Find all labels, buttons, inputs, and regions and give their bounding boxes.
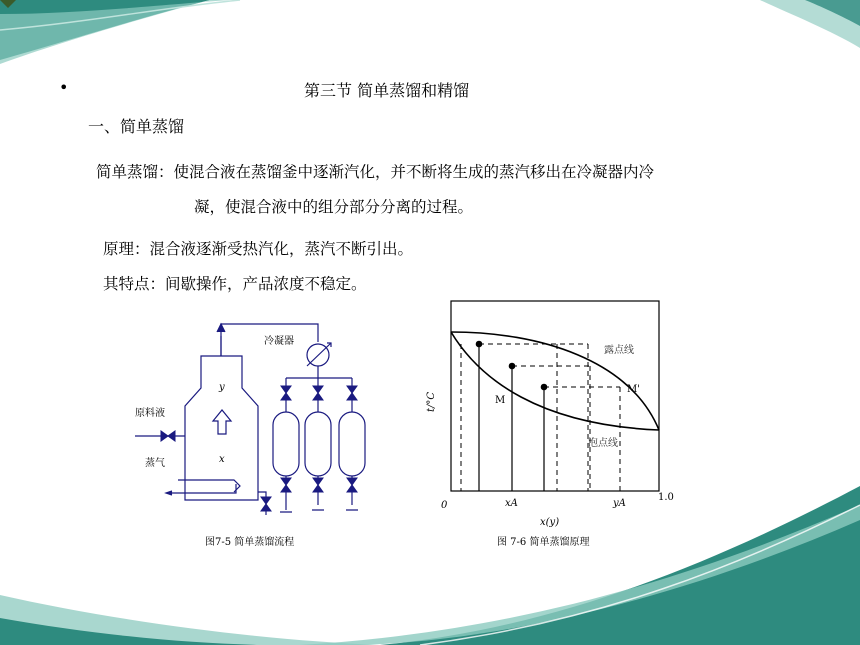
principle-text: 原理：混合液逐渐受热汽化，蒸汽不断引出。 bbox=[103, 240, 414, 258]
bubble-line-label: 泡点线 bbox=[588, 438, 618, 449]
vapor-y-label: y bbox=[219, 382, 225, 393]
point-m-prime-label: M' bbox=[627, 384, 640, 395]
x-axis-label: x(y) bbox=[540, 517, 560, 528]
point-m-label: M bbox=[495, 395, 506, 406]
steam-label: 蒸气 bbox=[145, 458, 165, 469]
x-end-label: 1.0 bbox=[658, 492, 674, 503]
bullet: • bbox=[59, 78, 69, 97]
origin-label: 0 bbox=[441, 500, 448, 511]
xa-label: xA bbox=[505, 498, 518, 509]
figure-7-5-caption: 图7-5 简单蒸馏流程 bbox=[205, 537, 295, 548]
feed-label: 原料液 bbox=[135, 408, 165, 419]
section-heading: 一、简单蒸馏 bbox=[88, 117, 185, 136]
liquid-x-label: x bbox=[219, 454, 225, 465]
dew-line-label: 露点线 bbox=[604, 345, 634, 356]
page-title: 第三节 简单蒸馏和精馏 bbox=[304, 81, 470, 100]
definition-line-1: 简单蒸馏：使混合液在蒸馏釜中逐渐汽化，并不断将生成的蒸汽移出在冷凝器内冷 bbox=[96, 163, 655, 181]
condenser-label: 冷凝器 bbox=[264, 336, 294, 347]
definition-line-2: 凝，使混合液中的组分部分分离的过程。 bbox=[194, 198, 474, 216]
state-point-3 bbox=[541, 384, 548, 391]
y-axis-label: t/°C bbox=[426, 391, 437, 412]
figure-7-6-caption: 图 7-6 简单蒸馏原理 bbox=[497, 537, 590, 548]
state-point-1 bbox=[476, 341, 483, 348]
ya-label: yA bbox=[613, 498, 626, 509]
state-point-2 bbox=[509, 363, 516, 370]
features-text: 其特点：间歇操作，产品浓度不稳定。 bbox=[103, 275, 367, 293]
diagram-frame bbox=[451, 301, 659, 491]
